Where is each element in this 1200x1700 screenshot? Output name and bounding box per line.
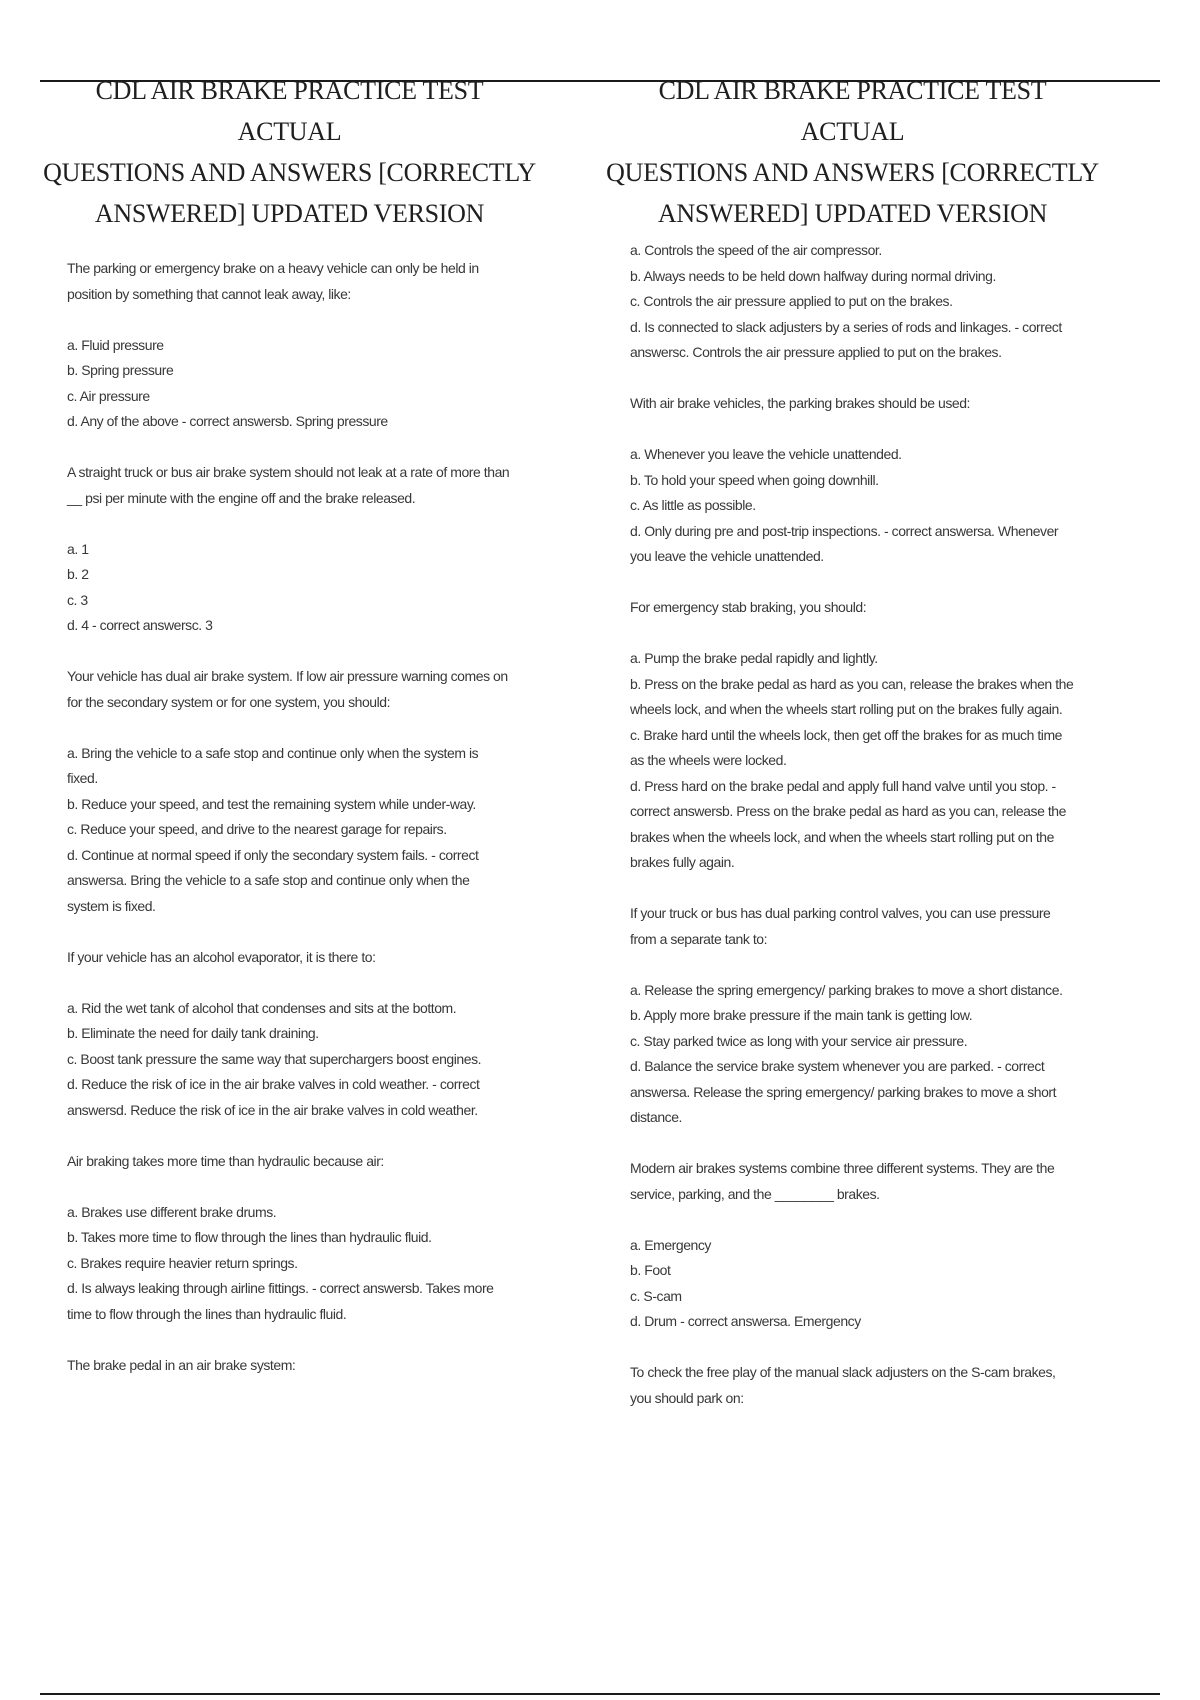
question-text: With air brake vehicles, the parking brakes should be used: [630, 395, 970, 411]
answer-option: a. Whenever you leave the vehicle unattended. [630, 446, 902, 462]
question-block [67, 256, 512, 435]
answer-option: a. Bring the vehicle to a safe stop and continue only when the system is fixed. [67, 744, 479, 786]
question-text: Modern air brakes systems combine three different systems. They are the service, parking, and the ________ brakes. [630, 1160, 1055, 1202]
answer-options [630, 238, 1075, 366]
answer-option: c. Boost tank pressure the same way that superchargers boost engines. [67, 1050, 482, 1067]
title-line: QUESTIONS AND ANSWERS [CORRECTLY [43, 158, 536, 187]
answer-options [630, 442, 1075, 570]
answer-options [630, 1233, 1075, 1335]
question-block [67, 1149, 512, 1328]
answer-option: b. 2 [67, 566, 89, 582]
title-line: ANSWERED] UPDATED VERSION [94, 199, 485, 228]
answer-option: b. Spring pressure [67, 362, 174, 378]
answer-option: d. Continue at normal speed if only the secondary system fails. - correct answersa. Bring the vehicle to a safe stop and continue only when the system is fixed. [67, 846, 479, 914]
document-title [605, 70, 1100, 234]
question-block [630, 391, 1075, 570]
answer-option: d. 4 - correct answersc. 3 [67, 617, 213, 633]
answer-option: b. To hold your speed when going downhill. [630, 471, 879, 488]
question-text: To check the free play of the manual slack adjusters on the S-cam brakes, you should park on: [630, 1364, 1056, 1406]
answer-option: d. Reduce the risk of ice in the air brake valves in cold weather. - correct answersd. Reduce the risk of ice in the air brake valves in cold weather. [67, 1076, 480, 1118]
question-text: A straight truck or bus air brake system should not leak at a rate of more than __ psi per minute with the engine off and the brake released. [67, 464, 510, 506]
answer-option: d. Is connected to slack adjusters by a series of rods and linkages. - correct answersc. Controls the air pressure applied to put on the brakes. [630, 318, 1062, 360]
title-line: ANSWERED] UPDATED VERSION [657, 199, 1048, 228]
answer-option: b. Always needs to be held down halfway during normal driving. [630, 267, 996, 284]
question-text: If your vehicle has an alcohol evaporator, it is there to: [67, 948, 376, 965]
question-text: Your vehicle has dual air brake system. If low air pressure warning comes on for the secondary system or for one system, you should: [67, 668, 508, 710]
title-line: QUESTIONS AND ANSWERS [CORRECTLY [606, 158, 1099, 187]
answer-option: c. Stay parked twice as long with your service air pressure. [630, 1032, 968, 1049]
question-text: The brake pedal in an air brake system: [67, 1356, 296, 1373]
question-block [67, 1353, 512, 1379]
left-column [43, 70, 536, 1404]
answer-option: c. Brakes require heavier return springs. [67, 1254, 298, 1271]
question-block [630, 1156, 1075, 1335]
question-text: The parking or emergency brake on a heavy vehicle can only be held in position by something that cannot leak away, like: [67, 260, 479, 302]
answer-option: c. As little as possible. [630, 497, 756, 513]
question-text: If your truck or bus has dual parking control valves, you can use pressure from a separate tank to: [630, 905, 1051, 947]
answer-option: d. Balance the service brake system whenever you are parked. - correct answersa. Release the spring emergency/ parking brakes to move a short distance. [630, 1058, 1057, 1125]
answer-option: b. Press on the brake pedal as hard as you can, release the brakes when the wheels lock, and when the wheels start rolling put on the brakes fully again. [630, 675, 1074, 717]
answer-option: b. Eliminate the need for daily tank draining. [67, 1025, 319, 1041]
answer-option: d. Only during pre and post-trip inspections. - correct answersa. Whenever you leave the vehicle unattended. [630, 522, 1059, 564]
answer-options [67, 537, 512, 639]
answer-option: a. 1 [67, 540, 89, 557]
answer-option: d. Press hard on the brake pedal and apply full hand valve until you stop. - correct answersb. Press on the brake pedal as hard as you can, release the brakes when the wheels lock, and when the wheels start rolling put on the brakes fully again. [630, 777, 1066, 870]
answer-option: b. Foot [630, 1262, 671, 1278]
answer-option: a. Brakes use different brake drums. [67, 1203, 277, 1220]
answer-option: c. S-cam [630, 1287, 682, 1304]
title-line: CDL AIR BRAKE PRACTICE TEST ACTUAL [95, 76, 484, 146]
right-column [606, 70, 1099, 1437]
answer-option: c. Brake hard until the wheels lock, then get off the brakes for as much time as the wheels were locked. [630, 726, 1062, 768]
answer-option: b. Apply more brake pressure if the main tank is getting low. [630, 1007, 973, 1023]
question-block [67, 945, 512, 1124]
answer-option: d. Any of the above - correct answersb. Spring pressure [67, 413, 388, 429]
question-block [630, 1360, 1075, 1411]
answer-option: d. Is always leaking through airline fittings. - correct answersb. Takes more time to flow through the lines than hydraulic fluid. [67, 1280, 494, 1322]
document-title [42, 70, 537, 234]
answer-option: c. Controls the air pressure applied to put on the brakes. [630, 293, 953, 309]
answer-option: c. 3 [67, 591, 88, 608]
answer-option: a. Pump the brake pedal rapidly and lightly. [630, 650, 878, 666]
answer-option: c. Air pressure [67, 387, 150, 404]
title-line: CDL AIR BRAKE PRACTICE TEST ACTUAL [658, 76, 1047, 146]
answer-options [67, 333, 512, 435]
answer-option: a. Controls the speed of the air compressor. [630, 242, 882, 258]
answer-options [630, 978, 1075, 1131]
answer-option: c. Reduce your speed, and drive to the nearest garage for repairs. [67, 821, 447, 837]
question-block [630, 595, 1075, 876]
answer-option: a. Emergency [630, 1236, 711, 1253]
bottom-rule [40, 1693, 1160, 1695]
answer-option: a. Fluid pressure [67, 336, 164, 353]
question-block [67, 460, 512, 639]
question-text: For emergency stab braking, you should: [630, 599, 867, 615]
answer-option: b. Takes more time to flow through the lines than hydraulic fluid. [67, 1229, 432, 1245]
answer-option: b. Reduce your speed, and test the remaining system while under-way. [67, 795, 476, 812]
answer-option: a. Release the spring emergency/ parking brakes to move a short distance. [630, 981, 1063, 998]
question-text: Air braking takes more time than hydraulic because air: [67, 1152, 384, 1169]
answer-options [67, 996, 512, 1124]
question-block [630, 238, 1075, 366]
answer-option: a. Rid the wet tank of alcohol that condenses and sits at the bottom. [67, 999, 457, 1016]
question-block [67, 664, 512, 919]
answer-options [67, 1200, 512, 1328]
answer-options [67, 741, 512, 920]
answer-options [630, 646, 1075, 876]
question-block [630, 901, 1075, 1131]
answer-option: d. Drum - correct answersa. Emergency [630, 1313, 861, 1329]
